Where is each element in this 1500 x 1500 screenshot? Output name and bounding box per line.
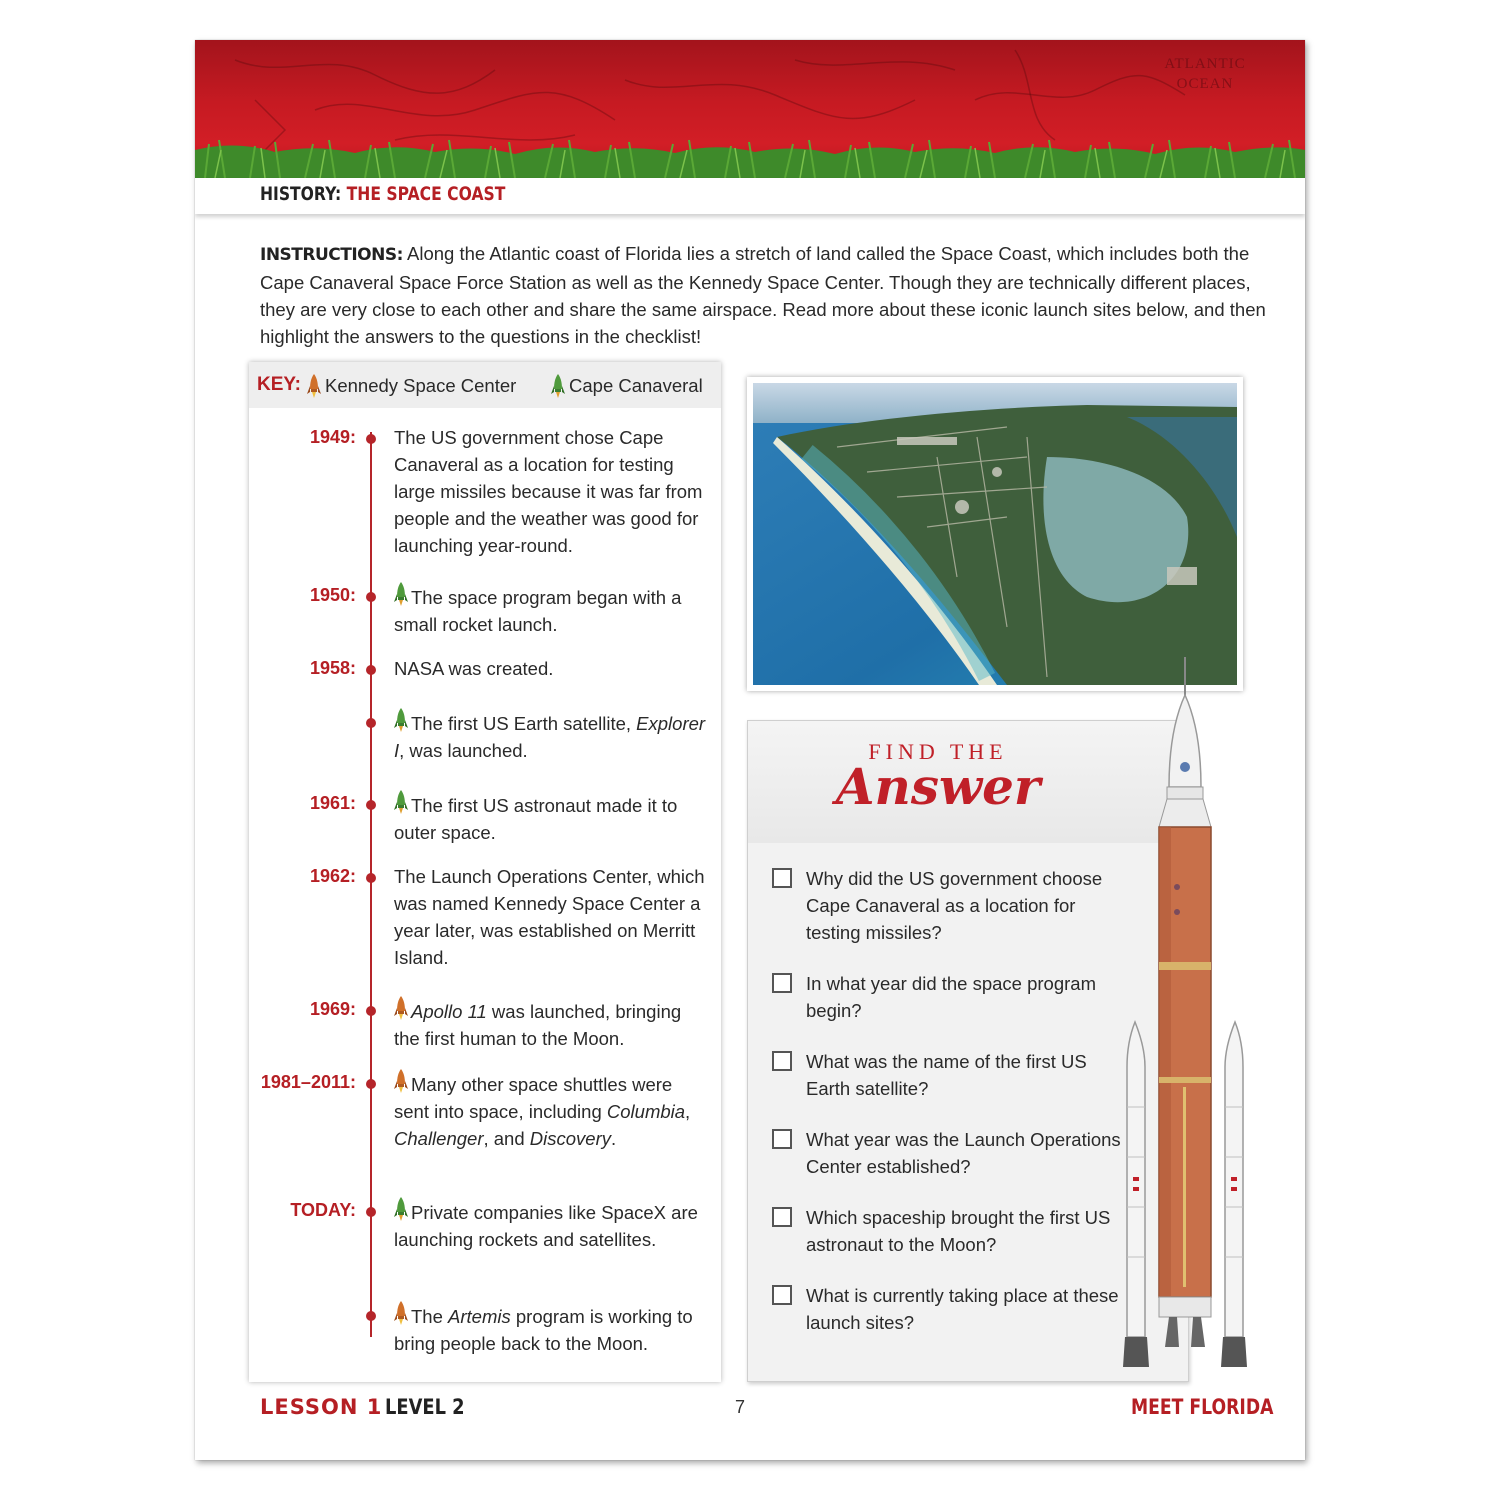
map-ocean-label: ATLANTIC OCEAN [1164,56,1246,92]
timeline-text [394,708,709,764]
checkbox[interactable] [772,1051,792,1071]
timeline-dot [366,1207,376,1217]
green-rocket-icon [394,790,408,814]
section-header-bar [195,178,1305,214]
key-label: KEY: [257,374,301,395]
green-rocket-icon [394,708,408,732]
orange-rocket-icon [307,374,321,398]
checkbox[interactable] [772,1129,792,1149]
timeline-dot [366,434,376,444]
timeline-year: 1961: [309,793,356,813]
checkbox[interactable] [772,973,792,993]
timeline-year: 1969: [309,999,356,1019]
footer-level: LEVEL 2 [385,1395,465,1419]
timeline-year: 1981–2011: [260,1072,356,1092]
timeline-text-part: , [685,1101,691,1122]
find-heading-script: Answer [835,757,1041,816]
timeline-year: 1962: [309,866,356,886]
timeline-year: TODAY: [290,1200,356,1220]
timeline-text [394,1301,709,1357]
orange-rocket-icon [394,1301,408,1325]
timeline-dot [366,718,376,728]
timeline-text-part: program is working to bring people back to the Moon. [394,1306,693,1354]
aerial-photo [747,377,1243,691]
find-answer-heading [748,721,1188,843]
timeline-dot [366,592,376,602]
timeline-text: The Launch Operations Center, which was named Kennedy Space Center a year later, was established on Merritt Island. [394,866,705,968]
timeline-text-part: The [411,1306,449,1327]
space-coast-aerial-illustration [747,377,1243,691]
timeline-line [370,432,372,1337]
green-rocket-icon [394,1197,408,1221]
checkbox[interactable] [772,868,792,888]
orange-rocket-icon [394,996,408,1020]
shuttle-name: Columbia [606,1101,686,1122]
timeline-text-part: . [611,1128,617,1149]
key-item-kennedy [307,374,516,398]
orange-rocket-icon [394,1069,408,1093]
timeline-text-part: The first US Earth satellite, [411,713,637,734]
shuttle-name: Challenger [394,1128,484,1149]
timeline-text [394,582,709,638]
instructions-paragraph [260,240,1280,350]
instructions-text: Along the Atlantic coast of Florida lies a stretch of land called the Space Coast, which includes both the Cape Canaveral Space Force Station as well as the Kennedy Space Center. Though they are technically different places, they are very close to each other and share the same airspace. Read more about these iconic launch sites below, and then highlight the answers to the questions in the checklist! [260,243,1266,347]
timeline-text: The US government chose Cape Canaveral as a location for testing large missiles because it was far from people and the weather was good for launching year-round. [394,427,703,556]
timeline-text [394,790,709,846]
key-legend [249,362,721,408]
page-number: 7 [735,1397,746,1417]
timeline-text-body: was launched, bringing the first human to the Moon. [394,1001,682,1049]
timeline-year: 1949: [309,427,356,447]
timeline-text-body: The space program began with a small rocket launch. [394,587,682,635]
checkbox[interactable] [772,1285,792,1305]
timeline-text-body: Many other space shuttles were sent into space, including [394,1074,673,1122]
sls-rocket-illustration [1123,657,1273,1377]
question-text: What year was the Launch Operations Center established? [806,1129,1121,1177]
timeline-dot [366,1079,376,1089]
timeline-year: 1950: [309,585,356,605]
timeline-panel [249,362,721,1382]
checkbox[interactable] [772,1207,792,1227]
key-kennedy-label: Kennedy Space Center [325,375,517,396]
section-heading [260,183,505,205]
key-item-cape [551,374,703,398]
timeline-dot [366,665,376,675]
question-text: What was the name of the first US Earth satellite? [806,1051,1087,1099]
timeline-text: NASA was created. [394,658,554,679]
timeline-text-body: The first US astronaut made it to outer space. [394,795,678,843]
worksheet-page [195,40,1305,1460]
header-banner [195,40,1305,178]
instructions-label: INSTRUCTIONS: [260,245,403,265]
timeline-dot [366,1311,376,1321]
shuttle-name: Discovery [529,1128,611,1149]
timeline-text-part: , was launched. [399,740,528,761]
map-grass-illustration [195,40,1305,178]
key-cape-label: Cape Canaveral [569,375,703,396]
footer-book-title: MEET FLORIDA [1131,1395,1274,1419]
timeline-year: 1958: [309,658,356,678]
question-text: Why did the US government choose Cape Canaveral as a location for testing missiles? [806,868,1103,943]
section-label: HISTORY: [260,183,342,205]
timeline-dot [366,800,376,810]
mission-name: Apollo 11 [411,1001,487,1022]
timeline-dot [366,1006,376,1016]
section-topic: THE SPACE COAST [346,183,506,205]
timeline-text-body: Private companies like SpaceX are launching rockets and satellites. [394,1202,698,1250]
timeline-text-part: , and [483,1128,530,1149]
question-text: Which spaceship brought the first US astronaut to the Moon? [806,1207,1111,1255]
green-rocket-icon [551,374,565,398]
green-rocket-icon [394,582,408,606]
footer-lesson: LESSON 1 [260,1395,383,1419]
timeline-text [394,996,709,1052]
question-text: In what year did the space program begin? [806,973,1096,1021]
question-text: What is currently taking place at these launch sites? [806,1285,1119,1333]
timeline-dot [366,873,376,883]
timeline-text [394,1197,709,1253]
timeline-text [394,1069,709,1152]
program-name: Artemis [448,1306,511,1327]
find-heading-small: FIND THE [868,739,1008,764]
satellite-name: Explorer I [394,713,706,761]
